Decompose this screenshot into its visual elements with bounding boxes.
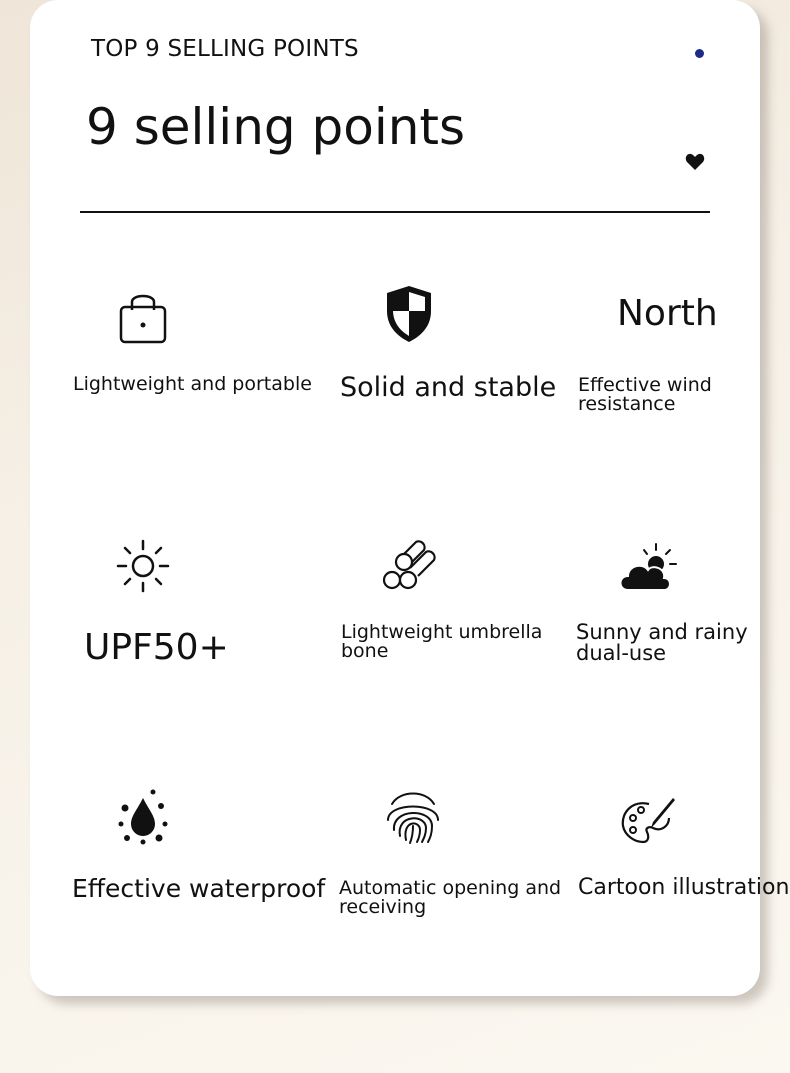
feature-label-wind: Effective wind resistance (578, 374, 712, 415)
water-drop-icon (115, 786, 171, 846)
heart-icon (685, 153, 705, 171)
feature-label-upf: UPF50+ (84, 627, 229, 668)
shopping-bag-icon (118, 290, 168, 345)
sun-icon (116, 539, 170, 593)
feature-label-waterproof: Effective waterproof (72, 874, 326, 903)
feature-label-dual-use: Sunny and rainy dual-use (576, 620, 748, 665)
feature-icon-text-north: North (617, 293, 718, 334)
cloud-sun-icon (616, 542, 680, 592)
shield-icon (384, 284, 434, 344)
pipes-icon (382, 538, 438, 594)
feature-label-umbrella-bone: Lightweight umbrella bone (341, 621, 543, 662)
feature-label-portable: Lightweight and portable (73, 373, 312, 395)
feature-label-stable: Solid and stable (340, 372, 557, 403)
feature-label-cartoon: Cartoon illustration (578, 875, 790, 900)
divider (80, 211, 710, 213)
fingerprint-icon (384, 786, 442, 846)
feature-label-automatic: Automatic opening and receiving (339, 877, 562, 918)
page-title: 9 selling points (86, 98, 466, 156)
accent-dot (695, 49, 704, 58)
palette-icon (619, 798, 677, 846)
selling-points-card (30, 0, 790, 996)
section-kicker: TOP 9 SELLING POINTS (91, 36, 359, 62)
